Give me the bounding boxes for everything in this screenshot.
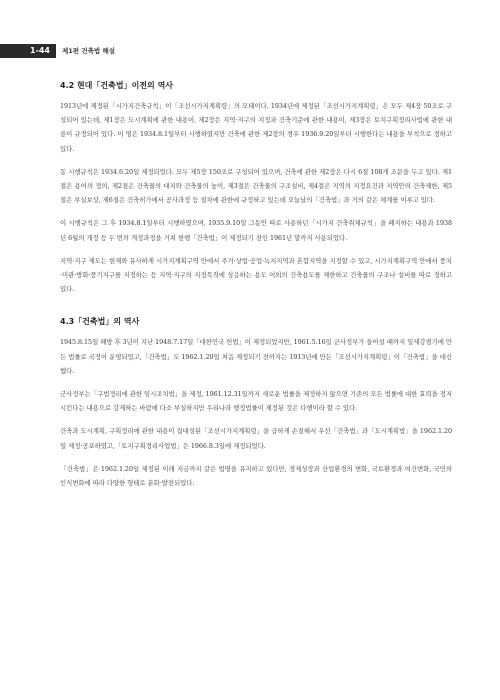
paragraph: 지역·지구 제도는 현재와 유사하게 시가지계획구역 안에서 주거·상업·공업·녹지지역과 혼합지역을 지정할 수 있고, 시가지계획구역 안에서 풍치·미관·방화·풍기지구를 지정하는 등 지역·지구의 지정목적에 상응하는 용도 이외의 건축용도를 제한하고 건축물의 구조나 설비를 따로 정하고 있다.	[60, 256, 452, 294]
paragraph: 1913년에 제정된「시가지건축규칙」이「조선시가지계획령」의 모태이다. 1934년에 제정된「조선시가지계획령」은 모두 제4장 50조로 구성되어 있는데, 제1장은 도시계획에 관한 내용이, 제2장은 지역·지구의 지정과 건축기준에 관한 내용이, 제3장은 토지구획정리사업에 관한 내용이 규정되어 있다. 이 영은 1934.8.1일부터 시행하였지만 건축에 관한 제2장의 경우 1936.9.20일부터 시행한다는 내용을 부칙으로 정하고 있다.	[60, 102, 452, 153]
paragraph: 이 시행규칙은 그 후 1934.8.1일부터 시행하였으며, 1935.9.10일 그동안 따로 사용하던「시가지 건축취체규칙」을 폐지하는 내용과 1938년 6월의 개정 등 두 번의 개정과정을 거쳐 현행「건축법」이 제정되기 전인 1961년 말까지 사용되었다.	[60, 219, 452, 242]
page-header	[0, 44, 500, 58]
page-number: 1-44	[0, 44, 56, 58]
paragraph: 건축과 도시계획, 구획정리에 관한 내용이 집대성된「조선시가지계획령」을 급하게 손질해서 우선「건축법」과「도시계획법」을 1962.1.20일 제정·공포하였고,「토지구획정리사업법」은 1966.8.3일에 제정되었다.	[60, 427, 452, 450]
section-heading-4-3: 4.3「건축법」의 역사	[60, 317, 140, 327]
paragraph: 군사정부는「구법정리에 관한 임시조치법」을 제정, 1961.12.31일까지 새로운 법률을 제정하지 않으면 기존의 모든 법률에 대한 효력을 정지시킨다는 내용으로 강제하는 바람에 다소 부실하지만 우리나라 행정법률이 제정된 것은 다행이라 할 수 있다.	[60, 390, 453, 413]
document-body	[60, 80, 452, 499]
section-heading-4-2: 4.2 현대「건축법」이전의 역사	[60, 81, 174, 90]
chapter-title: 제1편 건축법 해설	[62, 47, 116, 55]
paragraph: 「건축법」은 1962.1.20일 제정된 이래 지금까지 같은 법명을 유지하고 있다만, 경제성장과 산업환경의 변화, 국토환경과 여건변화, 국민의 인식변화에 따라 다양한 형태로 분화·발전되었다.	[60, 464, 452, 488]
paragraph: 동 시행규칙은 1934.6.20일 제정되었다. 모두 제5장 150조로 구성되어 있으며, 건축에 관한 제2장은 다시 6절 108개 조문을 두고 있다. 제1절은 용어의 정의, 제2절은 건축물의 대지와 건축물의 높이, 제3절은 건축물의 구조설비, 제4절은 지역의 지정요건과 지역안의 건축제한, 제5절은 부실보상, 제6절은 건축허가에서 공사과정 등 절차에 관한에 규정하고 있는데 오늘날의「건축법」과 거의 같은 체계를 이루고 있다.	[60, 167, 452, 205]
paragraph: 1945.8.15일 해방 후 3년이 지난 1948.7.17일「대한민국 헌법」이 제정되었지만, 1961.5.16일 군사정부가 들어설 때까지 일제강점기에 만든 법률로 국정이 운영되었고,「건축법」도 1962.1.20일 처음 제정되기 전까지는 1913년에 만든「조선시가지계획령」이「건축법」을 대신했다.	[60, 338, 452, 375]
